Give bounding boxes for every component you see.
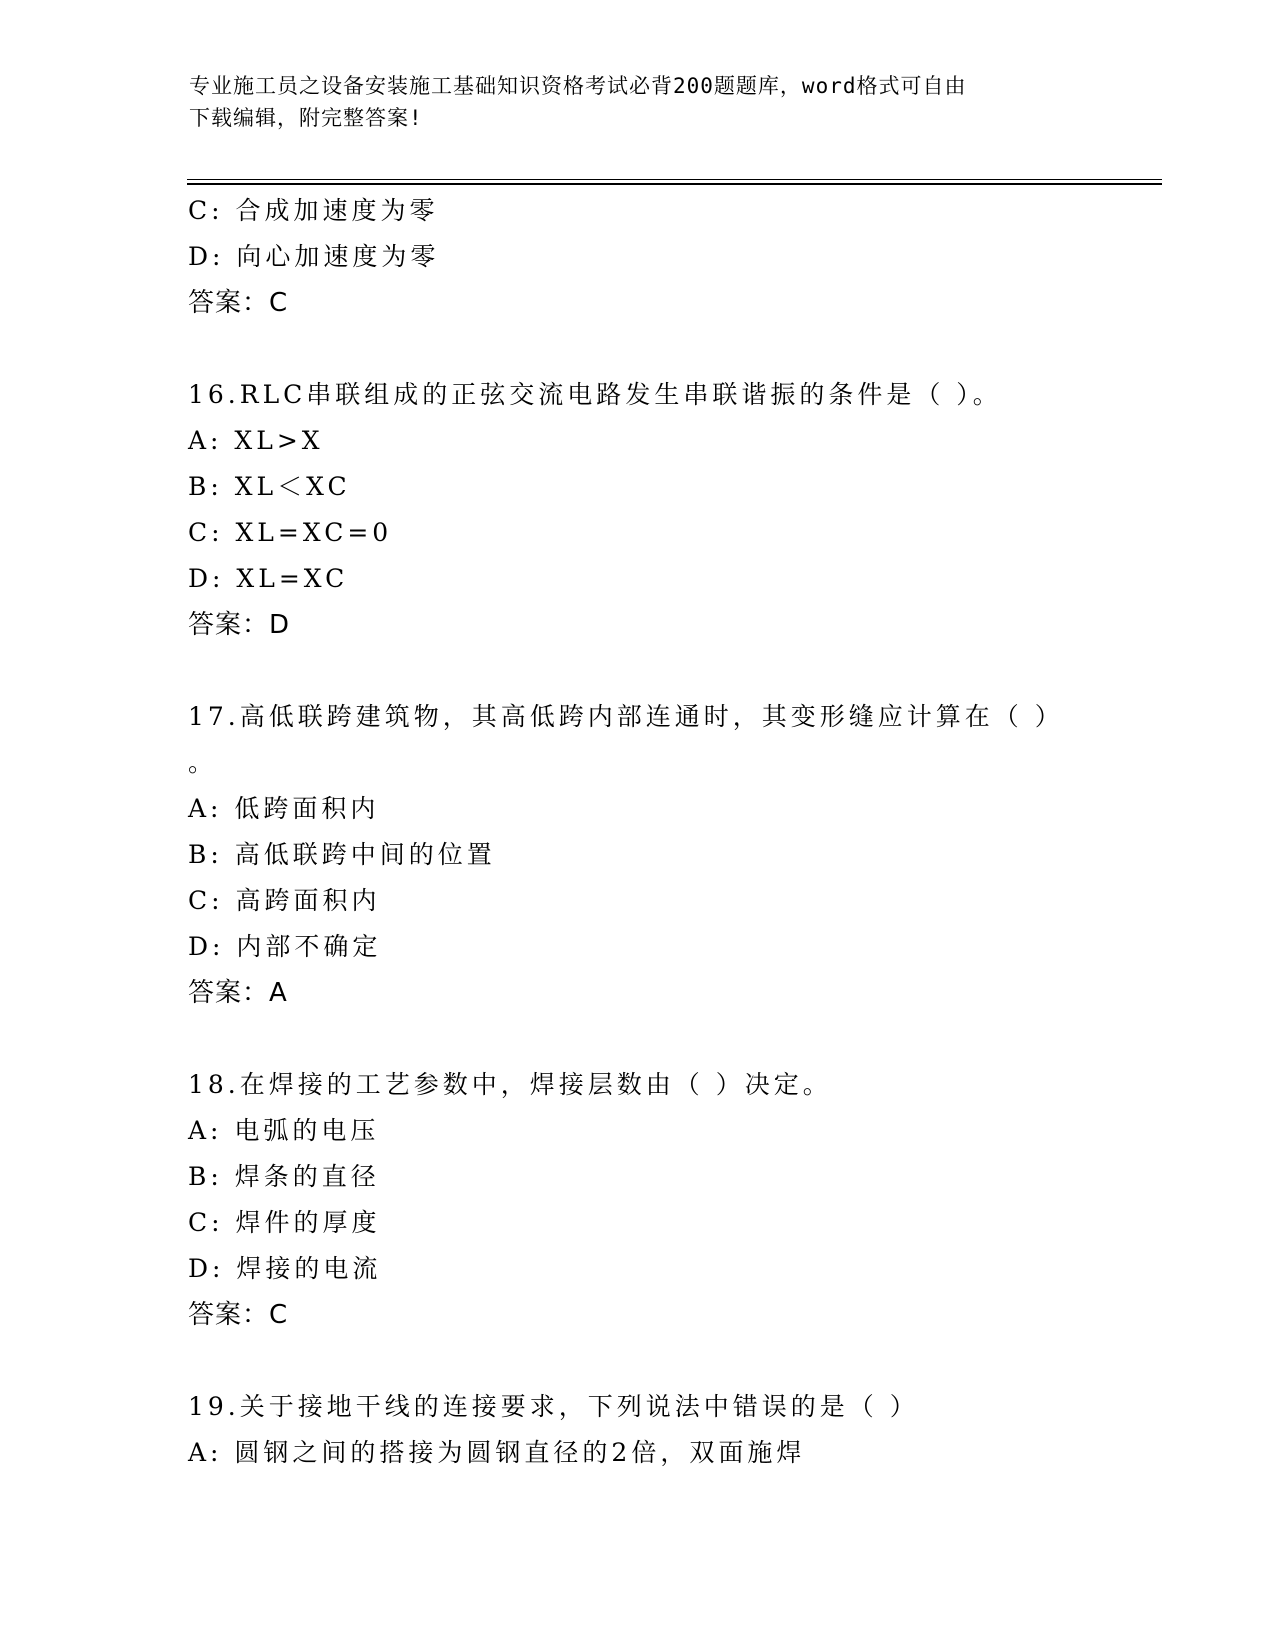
document-header	[189, 70, 1089, 134]
question-16	[188, 372, 1148, 648]
question-list	[188, 188, 1148, 1476]
option-d: D: 向心加速度为零	[188, 242, 440, 271]
option-c: C: 合成加速度为零	[188, 196, 439, 225]
option-d: D: 内部不确定	[188, 932, 382, 961]
question-stem: 16.RLC串联组成的正弦交流电路发生串联谐振的条件是（ ）。	[188, 380, 1002, 409]
question-17	[188, 694, 1148, 1016]
option-d: D: 焊接的电流	[188, 1254, 382, 1283]
option-c: C: XL=XC=0	[188, 518, 393, 547]
answer-line: 答案：C	[188, 288, 289, 318]
question-stem-continuation: 。	[188, 748, 218, 777]
question-stem: 19.关于接地干线的连接要求，下列说法中错误的是（ ）	[188, 1392, 919, 1421]
option-a: A: 电弧的电压	[188, 1116, 380, 1145]
option-b: B: 高低联跨中间的位置	[188, 840, 496, 869]
question-18	[188, 1062, 1148, 1338]
question-19	[188, 1384, 1148, 1476]
option-a: A: 低跨面积内	[188, 794, 380, 823]
answer-line: 答案：D	[188, 610, 291, 640]
option-d: D: XL=XC	[188, 564, 349, 593]
header-divider	[187, 179, 1162, 185]
question-carryover	[188, 188, 1148, 326]
option-b: B: XL＜XC	[188, 472, 351, 501]
option-a: A: 圆钢之间的搭接为圆钢直径的2倍，双面施焊	[188, 1438, 806, 1467]
spacer	[188, 1016, 1148, 1062]
question-stem: 18.在焊接的工艺参数中，焊接层数由（ ）决定。	[188, 1070, 832, 1099]
spacer	[188, 326, 1148, 372]
answer-line: 答案：C	[188, 1300, 289, 1330]
option-c: C: 高跨面积内	[188, 886, 381, 915]
option-b: B: 焊条的直径	[188, 1162, 380, 1191]
spacer	[188, 648, 1148, 694]
option-a: A: XL>X	[188, 426, 324, 455]
answer-line: 答案：A	[188, 978, 288, 1008]
option-c: C: 焊件的厚度	[188, 1208, 381, 1237]
spacer	[188, 1338, 1148, 1384]
header-line-1: 专业施工员之设备安装施工基础知识资格考试必背200题题库，word格式可自由	[189, 74, 967, 98]
header-line-2: 下载编辑，附完整答案!	[189, 106, 423, 130]
question-stem: 17.高低联跨建筑物，其高低跨内部连通时，其变形缝应计算在（ ）	[188, 702, 1064, 731]
